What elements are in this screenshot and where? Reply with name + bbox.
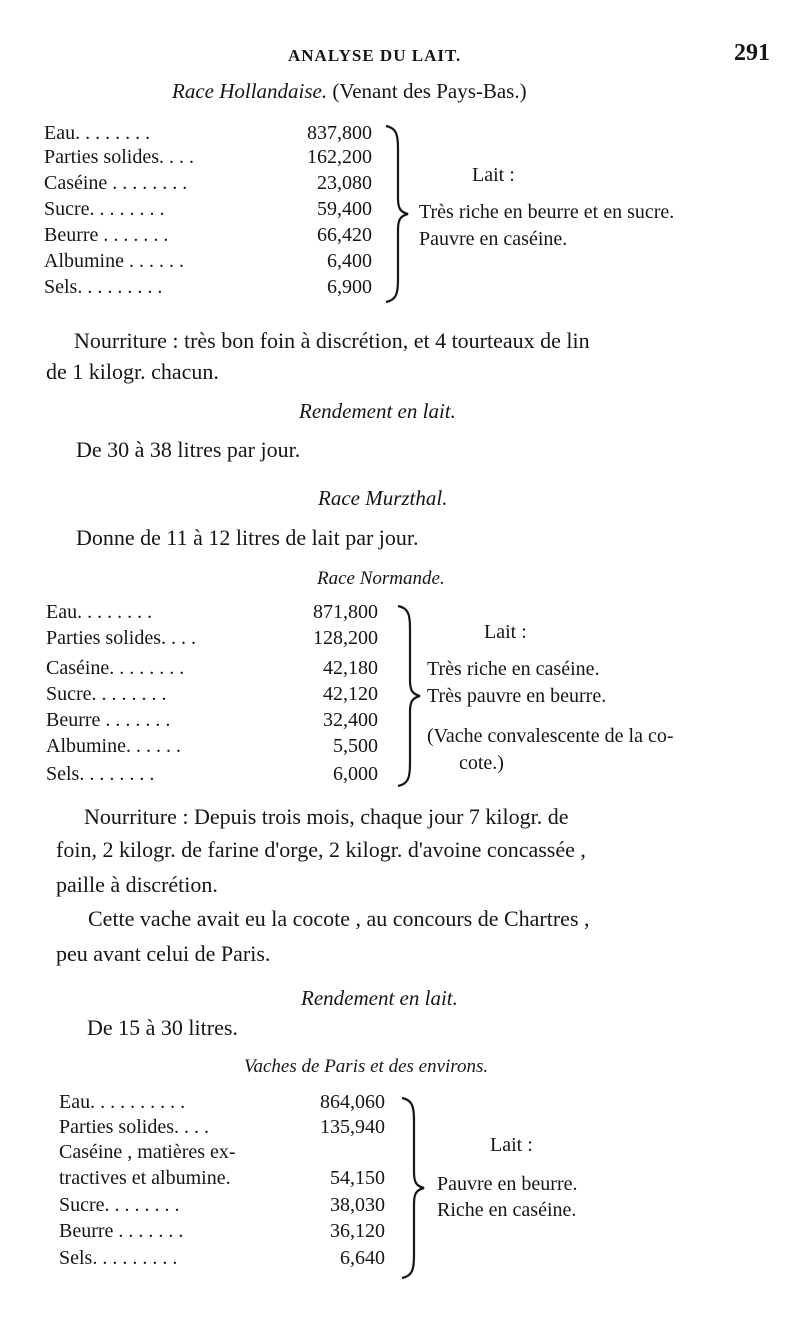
table-row (44, 172, 384, 198)
row-value: 162,200 (307, 146, 372, 168)
normande-note-1: Très riche en caséine. (427, 658, 600, 680)
hollandaise-origin: (Venant des Pays-Bas.) (332, 79, 527, 103)
row-value: 6,000 (333, 763, 378, 785)
table-row (46, 763, 402, 789)
row-label: Sels. . . . . . . . (46, 763, 155, 785)
hollandaise-note-1: Très riche en beurre et en sucre. (419, 201, 675, 223)
row-value: 135,940 (320, 1116, 385, 1138)
table-row (59, 1194, 399, 1220)
murzthal-title: Race Murzthal. (318, 486, 448, 510)
table-row (59, 1141, 399, 1167)
table-row (44, 146, 384, 172)
normande-rendement: De 15 à 30 litres. (87, 1015, 238, 1040)
table-row (59, 1167, 399, 1193)
row-label: Sucre. . . . . . . . (59, 1194, 180, 1216)
paris-note-lait: Lait : (490, 1134, 533, 1156)
row-label: Caséine . . . . . . . . (44, 172, 188, 194)
row-value: 128,200 (313, 627, 378, 649)
row-value: 66,420 (317, 224, 372, 246)
table-row (46, 709, 402, 735)
composition-table-normande (46, 601, 402, 791)
normande-note-lait: Lait : (484, 621, 527, 643)
table-row (44, 122, 384, 148)
row-label: Sels. . . . . . . . . (44, 276, 163, 298)
normande-rendement-title: Rendement en lait. (301, 986, 458, 1010)
row-value: 6,640 (340, 1247, 385, 1269)
row-label: Sels. . . . . . . . . (59, 1247, 178, 1269)
hollandaise-nourriture: Nourriture : très bon foin à discrétion, et 4 tourteaux de lin (74, 328, 590, 353)
row-value: 36,120 (330, 1220, 385, 1242)
table-row (59, 1116, 399, 1142)
table-row (44, 198, 384, 224)
table-row (59, 1220, 399, 1246)
row-label: Eau. . . . . . . . (46, 601, 153, 623)
row-value: 54,150 (330, 1167, 385, 1189)
hollandaise-nourriture-cont: de 1 kilogr. chacun. (46, 359, 219, 384)
row-label: Caséine. . . . . . . . (46, 657, 185, 679)
normande-cocote: Cette vache avait eu la cocote , au concours de Chartres , (88, 906, 590, 931)
hollandaise-note-lait: Lait : (472, 164, 515, 186)
table-row (44, 276, 384, 302)
row-label: Parties solides. . . . (44, 146, 194, 168)
right-brace-icon (394, 604, 424, 788)
row-label: Sucre. . . . . . . . (46, 683, 167, 705)
row-label: Albumine . . . . . . (44, 250, 184, 272)
paris-note-2: Riche en caséine. (437, 1199, 577, 1221)
row-label: Caséine , matières ex- (59, 1141, 236, 1163)
section-title-hollandaise (172, 79, 527, 104)
murzthal-text: Donne de 11 à 12 litres de lait par jour. (76, 525, 419, 550)
table-row (44, 224, 384, 250)
table-row (46, 735, 402, 761)
normande-cocote-cont: peu avant celui de Paris. (56, 941, 271, 966)
row-value: 38,030 (330, 1194, 385, 1216)
right-brace-icon (382, 124, 412, 304)
page-header (40, 40, 770, 80)
running-title: ANALYSE DU LAIT. (288, 46, 462, 65)
normande-nourriture-end: paille à discrétion. (56, 872, 218, 897)
page-number: 291 (734, 40, 770, 66)
hollandaise-rendement-title: Rendement en lait. (299, 399, 456, 423)
row-label: Beurre . . . . . . . (59, 1220, 184, 1242)
table-row (59, 1247, 399, 1273)
row-value: 864,060 (320, 1091, 385, 1113)
normande-nourriture: Nourriture : Depuis trois mois, chaque jour 7 kilogr. de (84, 804, 569, 829)
normande-note-4: cote.) (459, 752, 504, 774)
table-row (46, 627, 402, 653)
right-brace-icon (398, 1096, 428, 1280)
composition-table-paris (59, 1091, 399, 1281)
row-value: 42,180 (323, 657, 378, 679)
row-label: Parties solides. . . . (59, 1116, 209, 1138)
table-row (44, 250, 384, 276)
row-label: Parties solides. . . . (46, 627, 196, 649)
table-row (46, 683, 402, 709)
row-value: 5,500 (333, 735, 378, 757)
row-label: Beurre . . . . . . . (44, 224, 169, 246)
table-row (46, 657, 402, 683)
row-label: Eau. . . . . . . . (44, 122, 151, 144)
hollandaise-title: Race Hollandaise. (172, 79, 328, 103)
row-value: 32,400 (323, 709, 378, 731)
row-value: 871,800 (313, 601, 378, 623)
row-value: 59,400 (317, 198, 372, 220)
paris-note-1: Pauvre en beurre. (437, 1173, 578, 1195)
hollandaise-note-2: Pauvre en caséine. (419, 228, 568, 250)
hollandaise-rendement: De 30 à 38 litres par jour. (76, 437, 301, 462)
row-value: 42,120 (323, 683, 378, 705)
row-label: Sucre. . . . . . . . (44, 198, 165, 220)
row-label: Albumine. . . . . . (46, 735, 181, 757)
table-row (46, 601, 402, 627)
paris-title: Vaches de Paris et des environs. (244, 1056, 489, 1077)
row-value: 837,800 (307, 122, 372, 144)
table-row (59, 1091, 399, 1117)
normande-title: Race Normande. (317, 568, 445, 589)
composition-table-hollandaise (44, 122, 384, 312)
normande-note-3: (Vache convalescente de la co- (427, 725, 674, 747)
row-label: tractives et albumine. (59, 1167, 231, 1189)
row-label: Beurre . . . . . . . (46, 709, 171, 731)
row-value: 6,400 (327, 250, 372, 272)
row-value: 6,900 (327, 276, 372, 298)
normande-note-2: Très pauvre en beurre. (427, 685, 607, 707)
row-label: Eau. . . . . . . . . . (59, 1091, 186, 1113)
normande-nourriture-cont: foin, 2 kilogr. de farine d'orge, 2 kilogr. d'avoine concassée , (56, 837, 586, 862)
row-value: 23,080 (317, 172, 372, 194)
